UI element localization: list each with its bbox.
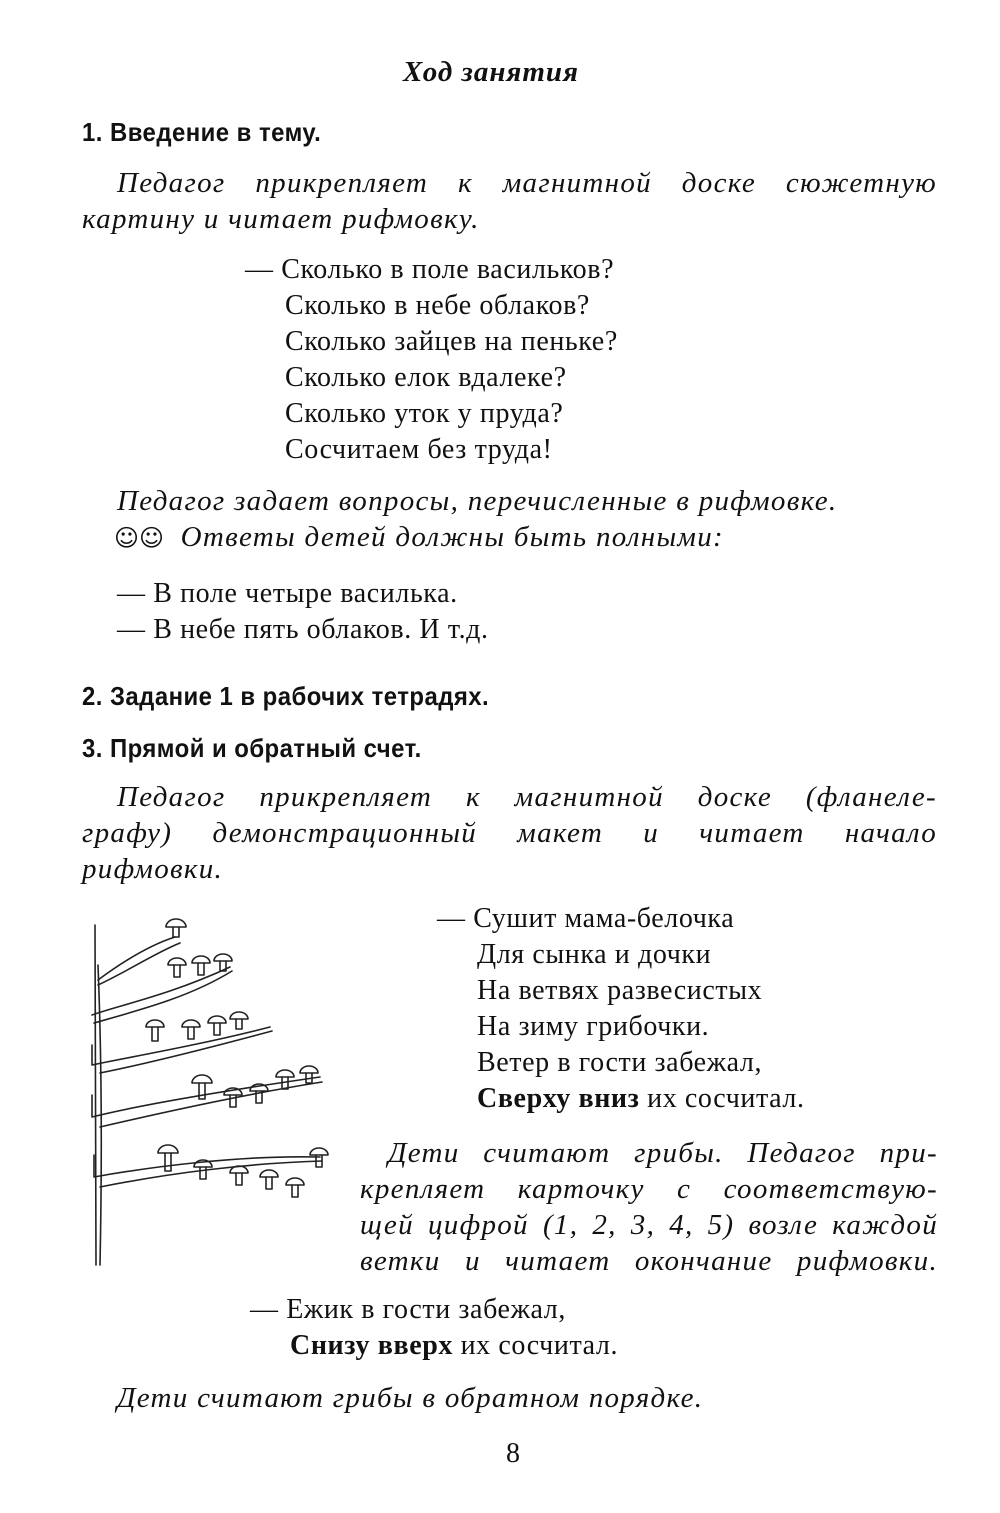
section-1-heading: 1. Введение в тему. xyxy=(82,117,322,147)
counting-line: Дети считают грибы. Педагог при- xyxy=(388,1137,938,1169)
page-title: Ход занятия xyxy=(403,56,579,88)
verse-line: Сосчитаем без труда! xyxy=(285,434,553,465)
rhyme-verse-2 xyxy=(437,901,805,1117)
verse-line: — Ежик в гости забежал, xyxy=(250,1294,566,1325)
intro-line: Педагог прикрепляет к магнитной доске сюжетную xyxy=(117,167,937,199)
section-3-heading: 3. Прямой и обратный счет. xyxy=(82,733,422,763)
verse-line-last xyxy=(437,1081,805,1117)
rhyme-verse-1 xyxy=(245,252,618,468)
verse-line: Сколько зайцев на пеньке? xyxy=(285,326,618,357)
counting-line: ветки и читает окончание рифмовки. xyxy=(360,1245,938,1277)
reverse-count-line: Дети считают грибы в обратном порядке. xyxy=(117,1382,704,1414)
rhyme-ending xyxy=(250,1292,618,1364)
verse-line: — Сушит мама-белочка xyxy=(437,903,735,934)
counting-line: щей цифрой (1, 2, 3, 4, 5) возле каждой xyxy=(360,1209,938,1241)
verse-line: Для сынка и дочки xyxy=(477,939,712,970)
section-3-intro xyxy=(82,779,937,887)
intro-line: графу) демонстрационный макет и читает начало xyxy=(82,817,937,849)
verse-line-rest: их сосчитал. xyxy=(639,1083,805,1114)
questions-line: Педагог задает вопросы, перечисленные в рифмовке. xyxy=(117,485,838,517)
answer-line: — В небе пять облаков. И т.д. xyxy=(117,614,489,645)
smiley-icon: ☺☺ xyxy=(114,524,165,552)
answer-line: — В поле четыре василька. xyxy=(117,578,458,609)
intro-line: Педагог прикрепляет к магнитной доске (фланеле- xyxy=(117,781,937,813)
verse-line: На зиму грибочки. xyxy=(477,1011,710,1042)
verse-line-last xyxy=(250,1328,618,1364)
counting-paragraph xyxy=(360,1135,938,1279)
tree-with-mushrooms-icon xyxy=(80,905,350,1275)
direction-up-bold: Снизу вверх xyxy=(290,1330,453,1361)
counting-line: крепляет карточку с соответствую- xyxy=(360,1173,938,1205)
verse-line: Ветер в гости забежал, xyxy=(477,1047,763,1078)
verse-line: Сколько елок вдалеке? xyxy=(285,362,567,393)
section-1-intro xyxy=(82,165,937,237)
direction-down-bold: Сверху вниз xyxy=(477,1083,640,1114)
page-number: 8 xyxy=(506,1438,520,1469)
answers-note: Ответы детей должны быть полными: xyxy=(180,521,724,553)
verse-line: Сколько в небе облаков? xyxy=(285,290,590,321)
verse-line-rest: их сосчитал. xyxy=(453,1330,619,1361)
answers-list xyxy=(117,576,489,648)
verse-line: На ветвях развесистых xyxy=(477,975,763,1006)
intro-line: картину и читает рифмовку. xyxy=(82,203,480,235)
verse-line: Сколько уток у пруда? xyxy=(285,398,564,429)
intro-line: рифмовки. xyxy=(82,853,224,885)
answers-note-row xyxy=(114,521,724,554)
section-2-heading: 2. Задание 1 в рабочих тетрадях. xyxy=(82,681,490,711)
verse-line: — Сколько в поле васильков? xyxy=(245,254,615,285)
